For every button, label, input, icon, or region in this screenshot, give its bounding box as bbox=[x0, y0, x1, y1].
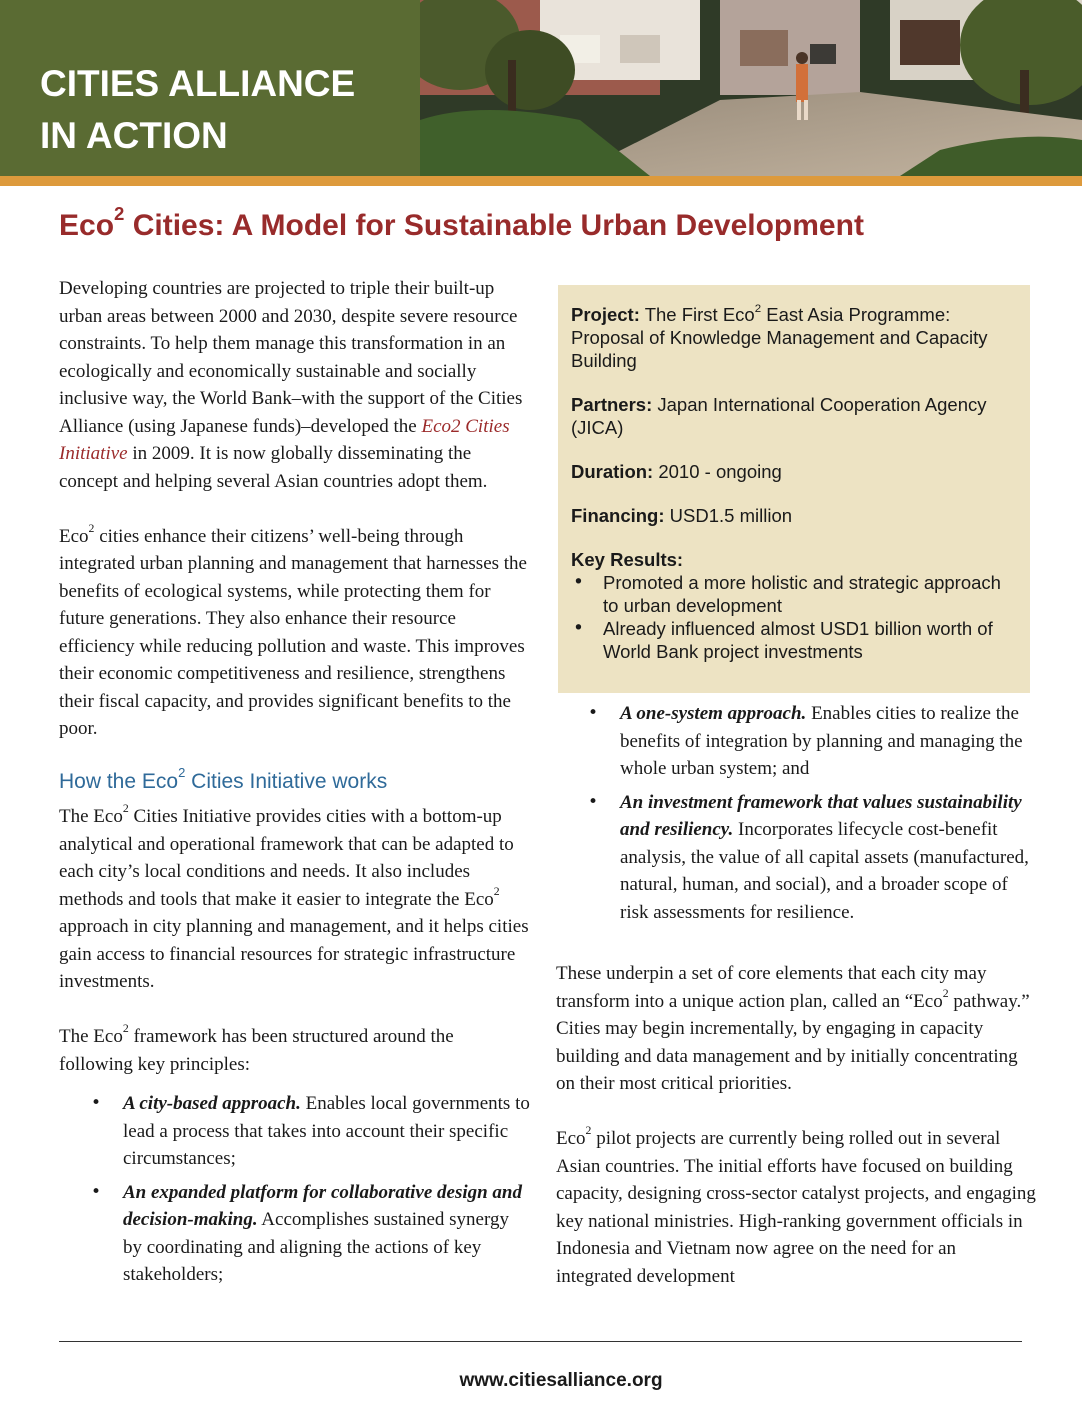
principle-text: Enables local governments to lead a process that takes into account their specific circumstances; bbox=[123, 1093, 530, 1169]
text-run: Eco bbox=[59, 525, 89, 547]
principles-intro bbox=[59, 1023, 531, 1078]
field-label: Key Results: bbox=[571, 549, 684, 570]
text-run: pilot projects are currently being rolled out in several Asian countries. The initial efforts have focused on building capacity, designing cross-sector catalyst projects, and engaging key national ministries. High-ranking government officials in Indonesia and Vietnam now agree on the need for an integrated development bbox=[556, 1128, 1036, 1287]
principle-text: Accomplishes sustained synergy by coordinating and aligning the actions of key stakeholders; bbox=[123, 1209, 509, 1285]
document-title bbox=[59, 204, 864, 248]
field-label: Project: bbox=[571, 304, 640, 325]
superscript: 2 bbox=[585, 1124, 592, 1138]
text-run: approach in city planning and management, and it helps cities gain access to financial resources for strategic infrastructure investments. bbox=[59, 916, 529, 992]
principle-term: A city-based approach. bbox=[123, 1093, 301, 1114]
text-run: pathway.” Cities may begin incrementally, by engaging in capacity building and data management and by initially concentrating on their most critical priorities. bbox=[556, 990, 1030, 1094]
field-value: USD1.5 million bbox=[664, 505, 793, 526]
right-column bbox=[556, 700, 1036, 1318]
duration-field bbox=[571, 460, 1018, 483]
series-title bbox=[40, 58, 355, 162]
field-label: Partners: bbox=[571, 394, 653, 415]
field-value: The First Eco bbox=[639, 304, 755, 325]
intro-paragraph bbox=[59, 275, 531, 495]
financing-field bbox=[571, 504, 1018, 527]
street-scene-photo bbox=[420, 0, 1082, 176]
list-item bbox=[123, 1090, 531, 1173]
principle-text: Enables cities to realize the benefits of integration by planning and managing the whole urban system; and bbox=[620, 703, 1023, 779]
benefits-paragraph bbox=[59, 523, 531, 743]
field-label: Financing: bbox=[571, 505, 665, 526]
pilot-projects-paragraph bbox=[556, 1125, 1036, 1290]
text-run: How the Eco bbox=[59, 770, 179, 793]
project-info-box bbox=[558, 285, 1030, 693]
list-item: • Already influenced almost USD1 billion worth of World Bank project investments bbox=[603, 617, 1018, 663]
text-run: in 2009. It is now globally disseminating the concept and helping several Asian countries adopt them. bbox=[59, 443, 488, 492]
text-run: framework has been structured around the following key principles: bbox=[59, 1026, 454, 1075]
text-run: The Eco bbox=[59, 806, 123, 827]
text-run: cities enhance their citizens’ well-being through integrated urban planning and management that harnesses the benefits of ecological systems, while protecting them for future generations. They also enhance their resource efficiency while reducing pollution and waste. This improves their economic competitiveness and resilience, strengthens their fiscal capacity, and provides significant benefits to the poor. bbox=[59, 525, 527, 739]
series-title-line-1: CITIES ALLIANCE bbox=[40, 63, 356, 104]
series-title-line-2: IN ACTION bbox=[40, 115, 228, 156]
key-results-field bbox=[571, 548, 1018, 663]
text-run: The Eco bbox=[59, 1026, 123, 1047]
text-run: Eco bbox=[556, 1128, 586, 1149]
framework-paragraph bbox=[59, 803, 531, 996]
text-run: These underpin a set of core elements that each city may transform into a unique action plan, called an “Eco bbox=[556, 963, 987, 1012]
superscript: 2 bbox=[178, 765, 186, 781]
principle-term: An investment framework that values sustainability and resiliency. bbox=[620, 791, 1022, 840]
principle-text: Incorporates lifecycle cost-benefit analysis, the value of all capital assets (manufactured, natural, human, and social), and a broader scope of risk assessments for resilience. bbox=[620, 819, 1029, 923]
list-item: • Promoted a more holistic and strategic approach to urban development bbox=[603, 571, 1018, 617]
text-run: Developing countries are projected to triple their built-up urban areas between 2000 and 2030, despite severe resource constraints. To help them manage this transformation in an ecologically and economically sustainable and socially inclusive way, the World Bank–with the support of the Cities Alliance (using Japanese funds)–developed the bbox=[59, 278, 523, 437]
principle-term: A one-system approach. bbox=[620, 703, 807, 724]
superscript: 2 bbox=[754, 302, 762, 315]
field-value: 2010 - ongoing bbox=[653, 461, 782, 482]
eco2-initiative-link[interactable]: Eco2 Cities Initiative bbox=[59, 415, 510, 464]
list-item bbox=[620, 700, 1036, 783]
footer-divider bbox=[59, 1341, 1022, 1342]
project-field bbox=[571, 303, 1018, 372]
footer-website-link[interactable]: www.citiesalliance.org bbox=[459, 1370, 663, 1391]
left-column bbox=[59, 275, 531, 1295]
field-label: Duration: bbox=[571, 461, 654, 482]
partners-field bbox=[571, 393, 1018, 439]
section-heading bbox=[59, 765, 531, 796]
superscript: 2 bbox=[493, 884, 500, 898]
principles-list bbox=[59, 1090, 531, 1289]
superscript: 2 bbox=[122, 1022, 129, 1036]
document-title-part: Cities: A Model for Sustainable Urban Development bbox=[124, 209, 864, 242]
principle-term: An expanded platform for collaborative design and decision-making. bbox=[123, 1181, 522, 1230]
text-run: Cities Initiative provides cities with a bottom-up analytical and operational framework that can be adapted to each city’s local conditions and needs. It also includes methods and tools that make it easier to integrate the Eco bbox=[59, 806, 514, 910]
list-item bbox=[123, 1179, 531, 1289]
superscript: 2 bbox=[88, 521, 95, 535]
superscript: 2 bbox=[114, 203, 125, 225]
document-title-part: Eco bbox=[59, 209, 115, 242]
pathway-paragraph bbox=[556, 960, 1036, 1098]
accent-bar bbox=[0, 176, 1082, 186]
principles-list-continued bbox=[556, 700, 1036, 926]
text-run: Cities Initiative works bbox=[185, 770, 388, 793]
key-results-list bbox=[571, 571, 1018, 663]
list-item bbox=[620, 789, 1036, 927]
header-banner bbox=[0, 0, 1082, 187]
superscript: 2 bbox=[122, 802, 129, 816]
field-value: Japan International Cooperation Agency (JICA) bbox=[571, 394, 987, 438]
header-green-panel bbox=[0, 0, 420, 176]
superscript: 2 bbox=[942, 986, 949, 1000]
field-value: East Asia Programme: Proposal of Knowledge Management and Capacity Building bbox=[571, 304, 988, 371]
